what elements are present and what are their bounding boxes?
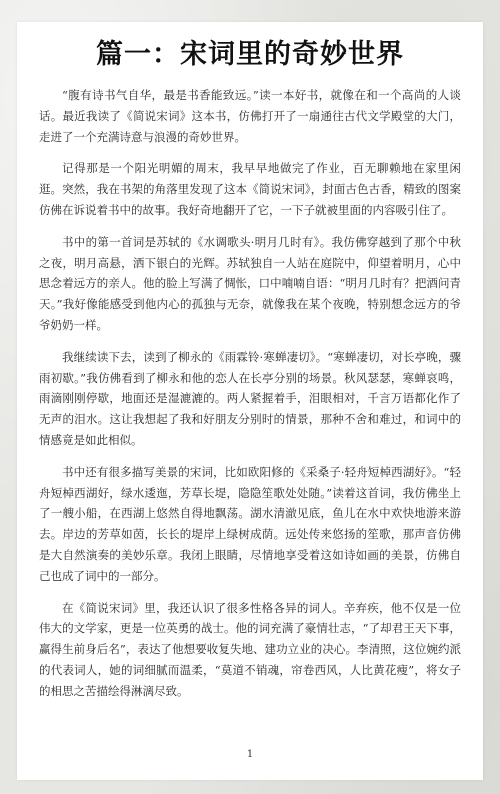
page-number: 1 [246,749,254,760]
paragraph-1: “腹有诗书气自华，最是书香能致远。”读一本好书，就像在和一个高尚的人谈话。最近我读了《简说宋词》这本书，仿佛打开了一扇通往古代文学殿堂的大门，走进了一个充满诗意与浪漫的奇妙世界。 [39,88,461,144]
document-page [17,22,483,780]
page-title: 篇一：宋词里的奇妙世界 [96,39,404,70]
paragraph-6: 在《简说宋词》里，我还认识了很多性格各异的词人。辛弃疾，他不仅是一位伟大的文学家，更是一位英勇的战士。他的词充满了豪情壮志，“了却君王天下事，赢得生前身后名”，表达了他想要收复失地、建功立业的决心。李清照，这位婉约派的代表词人，她的词细腻而温柔，“莫道不销魂，帘卷西风，人比黄花瘦”，将女子的相思之苦描绘得淋漓尽致。 [39,600,461,698]
paragraph-2: 记得那是一个阳光明媚的周末，我早早地做完了作业，百无聊赖地在家里闲逛。突然，我在书架的角落里发现了这本《简说宋词》，封面古色古香，精致的图案仿佛在诉说着书中的故事。我好奇地翻开了它，一下子就被里面的内容吸引住了。 [39,161,461,217]
paragraph-5: 书中还有很多描写美景的宋词，比如欧阳修的《采桑子·轻舟短棹西湖好》。“轻舟短棹西湖好，绿水逶迤，芳草长堤，隐隐笙歌处处随。”读着这首词，我仿佛坐上了一艘小船，在西湖上悠然自得地飘荡。湖水清澈见底，鱼儿在水中欢快地游来游去。岸边的芳草如茵，长长的堤岸上绿树成荫。远处传来悠扬的笙歌，那声音仿佛是大自然演奏的美妙乐章。我闭上眼睛，尽情地享受着这如诗如画的美景，仿佛自己也成了词中的一部分。 [39,464,461,583]
paragraph-3: 书中的第一首词是苏轼的《水调歌头·明月几时有》。我仿佛穿越到了那个中秋之夜，明月高悬，洒下银白的光辉。苏轼独自一人站在庭院中，仰望着明月，心中思念着远方的亲人。他的脸上写满了惆怅，口中喃喃自语：“明月几时有？把酒问青天。”我好像能感受到他内心的孤独与无奈，就像我在某个夜晚，特别想念远方的爷爷奶奶一样。 [39,234,461,332]
paragraph-4: 我继续读下去，读到了柳永的《雨霖铃·寒蝉凄切》。“寒蝉凄切，对长亭晚，骤雨初歇。”我仿佛看到了柳永和他的恋人在长亭分别的场景。秋风瑟瑟，寒蝉哀鸣，雨滴刚刚停歇，地面还是湿漉漉的。两人紧握着手，泪眼相对，千言万语都化作了无声的泪水。这让我想起了我和好朋友分别时的情景，那种不舍和难过，和词中的情感竟是如此相似。 [39,349,461,447]
